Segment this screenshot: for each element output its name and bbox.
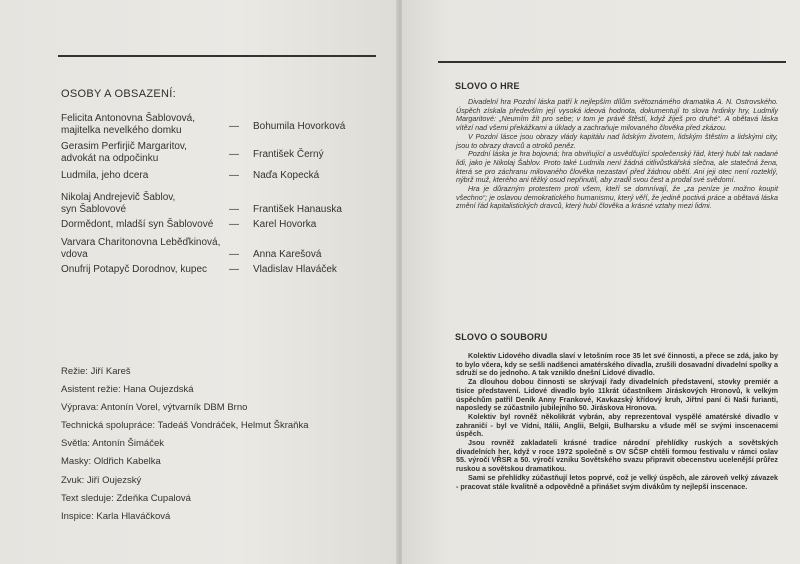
cast-role-line: Gerasim Perfirjič Margaritov, bbox=[61, 141, 187, 152]
cast-actor: Vladislav Hlaváček bbox=[253, 264, 337, 275]
soubor-paragraph: Kolektiv byl rovněž několikrát vybrán, aby reprezentoval vyspělé amatérské divadlo v zahraničí - byl ve Vídni, Itálii, Anglii, Belgii, Bulharsku a všude měl se svými inscenacemi úspěch. bbox=[456, 411, 778, 439]
credit-makeup: Masky: Oldřich Kabelka bbox=[61, 456, 161, 468]
credit-sound: Zvuk: Jiří Oujezský bbox=[61, 474, 142, 486]
cast-role bbox=[61, 237, 231, 260]
hra-paragraph: V Pozdní lásce jsou obrazy vlády kapitálu nad lidským životem, lidským štěstím a lidskými city, jsou to obrazy dravců a otroků peněz. bbox=[456, 131, 778, 150]
cast-dash: — bbox=[229, 170, 239, 181]
soubor-paragraph: Za dlouhou dobou činnosti se skrývají řady divadelních představení, stovky premiér a tisíce představení. Lidové divadlo bylo 11krát účastníkem Jiráskových Hronovů, k velkým úspěchům patřil Deník Anny Frankové, Kavkazský křídový kruh, Jiřtní paní či Naši furianti, naposledy se zúčastnilo jubilejního 50. Jiráskova Hronova. bbox=[456, 377, 778, 413]
cast-dash: — bbox=[229, 121, 239, 132]
cast-dash: — bbox=[229, 219, 239, 230]
cast-role-line: majitelka nevelkého domku bbox=[61, 124, 182, 136]
cast-actor: Naďa Kopecká bbox=[253, 170, 320, 181]
hra-text bbox=[456, 98, 778, 211]
cast-actor: Karel Hovorka bbox=[253, 219, 317, 230]
cast-role bbox=[61, 219, 231, 231]
credit-direction: Režie: Jiří Kareš bbox=[61, 366, 131, 377]
cast-dash: — bbox=[229, 264, 239, 275]
cast-heading: OSOBY A OBSAZENÍ: bbox=[61, 88, 176, 100]
cast-role-line: Nikolaj Andrejevič Šablov, bbox=[61, 192, 176, 203]
cast-role-line: Onufrij Potapyč Dorodnov, kupec bbox=[61, 264, 208, 275]
cast-actor: František Hanauska bbox=[253, 204, 342, 215]
cast-dash: — bbox=[229, 249, 239, 260]
soubor-paragraph: Kolektiv Lidového divadla slaví v letošním roce 35 let své činnosti, a přece se zdá, jako by to bylo včera, kdy se sešli nadšenci amatérského divadla, zrušili dosavadní divadelní spolky a sdruží se do jednoho. A tak vzniklo dnešní Lidové divadlo. bbox=[456, 351, 778, 378]
credit-stage-manager: Inspice: Karla Hlaváčková bbox=[61, 510, 171, 522]
cast-role bbox=[61, 141, 231, 164]
left-page bbox=[0, 0, 398, 564]
cast-role-line: syn Šablovové bbox=[61, 203, 127, 215]
cast-role-line: Dormědont, mladší syn Šablovové bbox=[61, 219, 214, 230]
hra-heading: SLOVO O HRE bbox=[455, 81, 520, 91]
cast-role-line: Ludmila, jeho dcera bbox=[61, 170, 149, 181]
top-rule bbox=[58, 55, 376, 57]
cast-dash: — bbox=[229, 204, 239, 215]
cast-dash: — bbox=[229, 149, 239, 160]
cast-role bbox=[61, 170, 231, 182]
credit-technical: Technická spolupráce: Tadeáš Vondráček, Helmut Škraňka bbox=[61, 420, 309, 432]
top-rule bbox=[438, 61, 786, 63]
soubor-heading: SLOVO O SOUBORU bbox=[455, 332, 548, 342]
cast-role-line: advokát na odpočinku bbox=[61, 152, 159, 164]
hra-paragraph: Pozdní láska je hra bojovná; hra obviňující a usvědčující společenský řád, který hubí tak nadané lidi, jako je Nikolaj Šablov. Proto také Ludmila není žádná citlivůstkářská slečna, ale statečná žena, která se pro záchranu milovaného člověka nezastaví před žádnou obětí. Ani jeji otec není rozteklý, nýbrž muž, kterého ani těžký osud nepřinutil, aby zradil svou čest a prodal své svědomí. bbox=[456, 149, 778, 185]
credit-scenery: Výprava: Antonín Vorel, výtvarník DBM Brno bbox=[61, 402, 248, 414]
cast-role-line: Varvara Charitonovna Leběďkinová, bbox=[61, 237, 221, 248]
cast-role bbox=[61, 192, 231, 215]
soubor-text bbox=[456, 352, 778, 491]
cast-actor: Anna Karešová bbox=[253, 249, 322, 260]
soubor-paragraph: Sami se přehlídky zúčastňují letos poprvé, což je velký úspěch, ale zároveň velký závazek - pracovat stále kvalitně a odpovědně a přinášet svým divákům ty nejlepší inscenace. bbox=[456, 472, 778, 491]
cast-role-line: vdova bbox=[61, 248, 88, 260]
cast-role bbox=[61, 113, 231, 136]
cast-role-line: Felicita Antonovna Šablovová, bbox=[61, 113, 195, 124]
cast-actor: František Černý bbox=[253, 149, 324, 160]
hra-paragraph: Hra je důrazným protestem proti všem, kteří se domnívají, že „za peníze je možno koupit všechno“; je oslavou demokratického humanismu, který věří, že jedině poctivá práce a obětavá láska změní řád kapitalistických dravců, který hubí člověka a krásné vztahy mezi lidmi. bbox=[456, 184, 778, 211]
soubor-paragraph: Jsou rovněž zakladateli krásné tradice národní přehlídky ruských a sovětských divadelních her, když v roce 1972 společně s OV SČSP chtěli formou festivalu v rámci oslav 55. výročí VŘSR a 50. výročí vzniku Sovětského svazu připravit obecenstvu ucelenější průřez ruskou a sovětskou dramatikou. bbox=[456, 438, 778, 474]
cast-actor: Bohumila Hovorková bbox=[253, 121, 346, 132]
credits-list bbox=[61, 363, 381, 526]
hra-paragraph: Divadelní hra Pozdní láska patří k nejlepším dílům světoznámého dramatika A. N. Ostrovského. Úspěch získala především její vysoká ideová hodnota, dokumentují to slova hrdinky hry, Ludmily Margaritové: „Neumím žít pro sebe; v tom je právě štěstí, když žiješ pro druhé“. A obětavá láska vítězí nad všemi překážkami a úklady a zachraňuje milovaného člověka před zkázou. bbox=[456, 97, 778, 133]
credit-prompter: Text sleduje: Zdeňka Cupalová bbox=[61, 492, 191, 504]
credit-lights: Světla: Antonín Šimáček bbox=[61, 438, 164, 450]
cast-role bbox=[61, 264, 231, 276]
credit-assistant-director: Asistent režie: Hana Oujezdská bbox=[61, 384, 194, 396]
right-page bbox=[402, 0, 800, 564]
